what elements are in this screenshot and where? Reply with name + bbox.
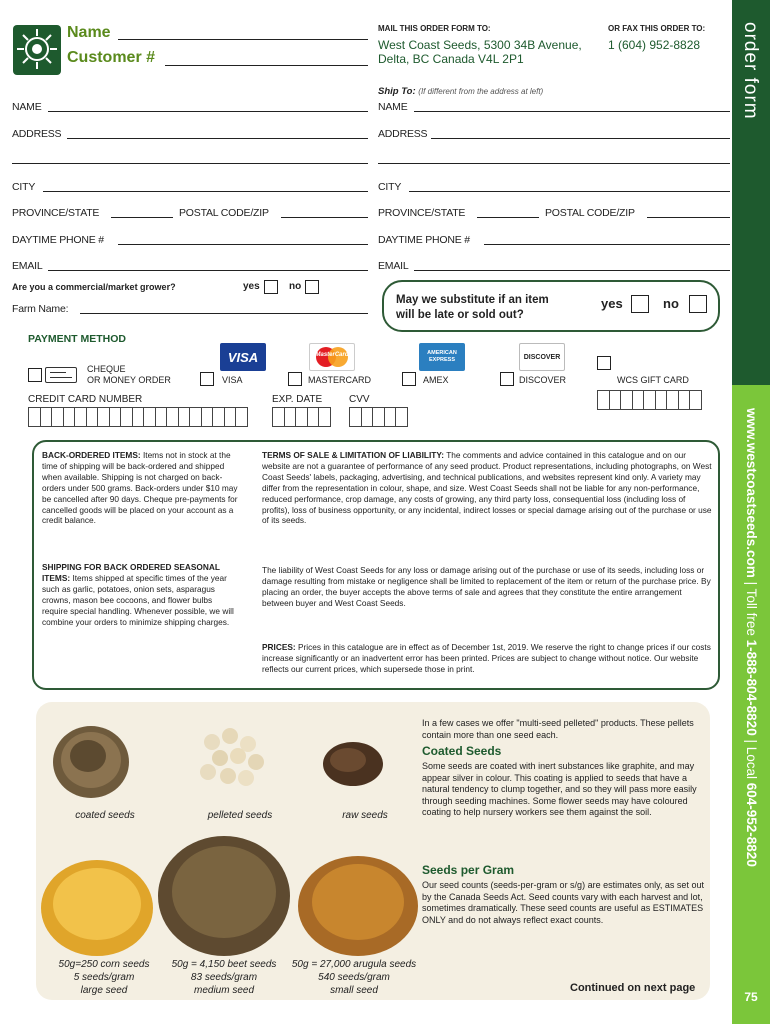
left-phone-label: DAYTIME PHONE # [12, 234, 104, 246]
farm-name-input[interactable] [80, 313, 368, 314]
name-input[interactable] [118, 39, 368, 40]
substitute-yes-checkbox[interactable] [631, 295, 649, 313]
terms-section [262, 450, 714, 526]
mastercard-logo-text: MasterCard [315, 352, 349, 358]
raw-seeds-caption: raw seeds [342, 810, 388, 821]
arugula-seeds-image [296, 848, 420, 958]
left-address-line-2[interactable] [12, 163, 368, 164]
arugula-caption-line-3: small seed [330, 985, 378, 996]
customer-number-input[interactable] [165, 65, 368, 66]
right-city-label: CITY [378, 181, 402, 193]
mastercard-label: MASTERCARD [308, 375, 372, 385]
left-province-label: PROVINCE/STATE [12, 207, 100, 219]
prices-title: PRICES: [262, 642, 296, 652]
right-postal-label: POSTAL CODE/ZIP [545, 207, 635, 219]
discover-logo: DISCOVER [519, 343, 565, 371]
grower-question: Are you a commercial/market grower? [12, 282, 176, 292]
seasonal-title: SHIPPING FOR BACK ORDERED SEASONAL ITEMS: [42, 562, 220, 583]
beet-caption-line-3: medium seed [193, 985, 255, 996]
coated-seeds-image [50, 716, 132, 802]
order-form-label: order form [740, 22, 761, 120]
exp-date-input[interactable] [272, 407, 330, 427]
backordered-text: Items not in stock at the time of shipping will be back-ordered and shipped when available. Shipping is not charged on back-orders under 500 grams. Back-orders under $10 may be cancelled after 90 days. Cheque pre-payments for cancelled goods will be placed on your account as a credit balance. [42, 450, 238, 526]
right-address-label: ADDRESS [378, 128, 428, 140]
fax-number: 1 (604) 952-8828 [608, 38, 701, 52]
terms-title: TERMS OF SALE & LIMITATION OF LIABILITY: [262, 450, 445, 460]
cheque-label [87, 364, 171, 386]
toll-free-label: | Toll free [744, 577, 759, 640]
cvv-label: CVV [349, 394, 370, 405]
pelleted-seeds-caption: pelleted seeds [207, 810, 273, 821]
toll-free-number: 1-888-804-8820 [744, 639, 759, 736]
sunflower-logo-icon [13, 25, 61, 75]
backordered-title: BACK-ORDERED ITEMS: [42, 450, 141, 460]
sidebar-contact-line [744, 408, 759, 867]
ship-to-note: (If different from the address at left) [418, 87, 544, 96]
visa-checkbox[interactable] [200, 372, 214, 386]
arugula-caption [284, 958, 424, 997]
ship-to-label: Ship To: [378, 86, 416, 97]
left-postal-label: POSTAL CODE/ZIP [179, 207, 269, 219]
left-postal-input[interactable] [281, 217, 368, 218]
west-coast-seeds-logo [13, 25, 61, 75]
right-address-line-2[interactable] [378, 163, 730, 164]
continued-next-page: Continued on next page [570, 982, 696, 994]
corn-caption [44, 958, 164, 997]
cvv-input[interactable] [349, 407, 407, 427]
right-address-input[interactable] [431, 138, 730, 139]
amex-label: AMEX [423, 375, 449, 385]
mastercard-checkbox[interactable] [288, 372, 302, 386]
gift-card-label: WCS GIFT CARD [617, 375, 689, 385]
arugula-caption-line-2: 540 seeds/gram [318, 972, 390, 983]
liability-text: The liability of West Coast Seeds for any loss or damage arising out of the purchase or use of its seeds, including loss or damage resulting from mistake or negligence shall be limited to replacement of the item or return of the purchase price. By placing an order, the buyer accepts the above terms of sale and agrees that they constitute the entire arrangement between buyer and West Coast Seeds. [262, 565, 711, 608]
substitute-no-label: no [663, 296, 679, 311]
ship-to-heading [378, 86, 543, 97]
amex-checkbox[interactable] [402, 372, 416, 386]
multi-seed-intro: In a few cases we offer "multi-seed pelleted" products. These pellets contain more than one seed each. [422, 718, 694, 740]
discover-checkbox[interactable] [500, 372, 514, 386]
seeds-per-gram-text: Our seed counts (seeds-per-gram or s/g) are estimates only, as set out by the Canada Seeds Act. Seed counts vary with each harvest and lot, sometimes dramatically. These seed counts are useful as ESTIMATES ONLY and do not always reflect exact counts. [422, 880, 704, 925]
substitute-question [396, 293, 549, 323]
beet-caption [162, 958, 286, 997]
right-email-label: EMAIL [378, 260, 409, 272]
right-postal-input[interactable] [647, 217, 730, 218]
beet-caption-line-2: 83 seeds/gram [190, 972, 258, 983]
backordered-section [42, 450, 240, 526]
gift-card-number-input[interactable] [597, 390, 701, 410]
right-phone-label: DAYTIME PHONE # [378, 234, 470, 246]
beet-caption-line-1: 50g = 4,150 beet seeds [171, 959, 277, 970]
right-province-label: PROVINCE/STATE [378, 207, 466, 219]
grower-yes-label: yes [243, 281, 260, 292]
cheque-label-line-2: OR MONEY ORDER [87, 375, 171, 385]
mail-to-address-line-2: Delta, BC Canada V4L 2P1 [378, 52, 524, 66]
corn-seeds-image [38, 852, 156, 958]
substitute-question-line-2: will be late or sold out? [396, 309, 524, 321]
name-label: Name [67, 24, 111, 41]
gift-card-checkbox[interactable] [597, 356, 611, 370]
card-number-input[interactable] [28, 407, 247, 427]
website-link[interactable]: www.westcoastseeds.com [744, 408, 759, 578]
seasonal-section [42, 562, 240, 627]
left-city-label: CITY [12, 181, 36, 193]
pelleted-seeds-image [192, 722, 278, 792]
payment-method-title: PAYMENT METHOD [28, 333, 127, 345]
left-name-input[interactable] [48, 111, 368, 112]
right-name-input[interactable] [414, 111, 730, 112]
raw-seeds-image [318, 726, 388, 792]
arugula-caption-line-1: 50g = 27,000 arugula seeds [291, 959, 417, 970]
grower-yes-checkbox[interactable] [264, 280, 278, 294]
left-email-label: EMAIL [12, 260, 43, 272]
left-city-input[interactable] [43, 191, 368, 192]
left-province-input[interactable] [111, 217, 173, 218]
discover-label: DISCOVER [519, 375, 567, 385]
left-email-input[interactable] [48, 270, 368, 271]
left-address-label: ADDRESS [12, 128, 62, 140]
fax-title: OR FAX THIS ORDER TO: [608, 24, 706, 33]
visa-label: VISA [222, 375, 243, 385]
coated-seeds-title: Coated Seeds [422, 744, 502, 758]
right-name-label: NAME [378, 101, 408, 113]
grower-no-label: no [289, 281, 302, 292]
substitute-yes-label: yes [601, 296, 623, 311]
local-label: | Local [744, 735, 759, 783]
right-phone-input[interactable] [484, 244, 730, 245]
left-address-input[interactable] [67, 138, 368, 139]
left-name-label: NAME [12, 101, 42, 113]
local-number: 604-952-8820 [744, 782, 759, 867]
cheque-icon [45, 367, 77, 383]
substitute-question-line-1: May we substitute if an item [396, 294, 549, 306]
cheque-label-line-1: CHEQUE [87, 364, 126, 374]
coated-seeds-caption: coated seeds [75, 810, 135, 821]
corn-caption-line-3: large seed [80, 985, 128, 996]
visa-logo: VISA [220, 343, 266, 371]
coated-seeds-text: Some seeds are coated with inert substances like graphite, and may appear silver in colour. This coating is applied to seeds that have a natural tendency to clump together, and so they will pass more easily through seeding machines. Some flower seeds may have coloured coating to help nursery workers see them against the soil. [422, 761, 697, 817]
exp-date-label: EXP. DATE [272, 394, 323, 405]
terms-text: The comments and advice contained in this catalogue and on our website are not a guarantee of performance of any seed product. Product representations, including photographs, on West Coast Seeds' labels, packaging, advertising, and technical publications, and websites represent kind only. A variety may differ from the representation in colour, shape, and size. West Coast Seeds shall not be liable for any non-performance, reduced performance, crop damage, any costs of growing, any third party loss, consequential loss (including loss of profits), loss of business opportunity, or any incidental, indirect losses or special damage arising out of the purchase or use of its seeds. [262, 450, 712, 526]
corn-caption-line-2: 5 seeds/gram [73, 972, 135, 983]
customer-number-label: Customer # [67, 49, 156, 66]
beet-seeds-image [156, 830, 292, 958]
mail-to-title: MAIL THIS ORDER FORM TO: [378, 24, 491, 33]
seasonal-text: Items shipped at specific times of the year such as garlic, potatoes, onion sets, asparagus crowns, mason bee cocoons, and flower bulbs require special handling. Whenever possible, we will combine your orders to minimize shipping charges. [42, 572, 234, 627]
right-province-input[interactable] [477, 217, 539, 218]
card-number-label: CREDIT CARD NUMBER [28, 394, 143, 405]
page-number: 75 [744, 990, 758, 1004]
farm-name-label: Farm Name: [12, 303, 69, 315]
left-phone-input[interactable] [118, 244, 368, 245]
right-city-input[interactable] [409, 191, 730, 192]
prices-text: Prices in this catalogue are in effect as of December 1st, 2019. We reserve the right to change prices if our costs increase significantly or an inadvertent error has been printed. Prices are subject to change without notice. Our website reflects our current prices, which supersede those in print. [262, 642, 711, 674]
cheque-checkbox[interactable] [28, 368, 42, 382]
grower-no-checkbox[interactable] [305, 280, 319, 294]
amex-logo: AMERICAN EXPRESS [419, 343, 465, 371]
right-email-input[interactable] [414, 270, 730, 271]
mail-to-address-line-1: West Coast Seeds, 5300 34B Avenue, [378, 38, 582, 52]
prices-section [262, 642, 714, 675]
substitute-no-checkbox[interactable] [689, 295, 707, 313]
seeds-per-gram-title: Seeds per Gram [422, 863, 515, 877]
corn-caption-line-1: 50g=250 corn seeds [58, 959, 150, 970]
